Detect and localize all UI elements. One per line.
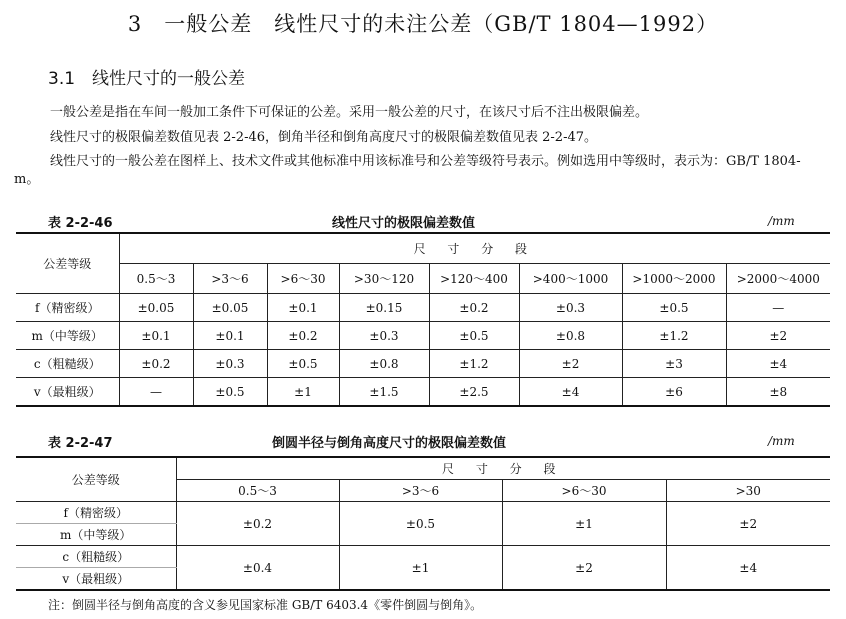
table2-grade-cell: m（中等级） [16,524,176,546]
table1-size-header: 尺 寸 分 段 [119,233,830,264]
table1-cell: ±0.1 [119,322,193,350]
table1-col-header: >6～30 [267,264,339,294]
table2 [16,456,830,591]
table1-grade-cell: f（精密级） [16,294,119,322]
paragraph: 一般公差是指在车间一般加工条件下可保证的公差。采用一般公差的尺寸，在该尺寸后不注出极限偏差。 [50,105,649,120]
table1 [16,232,830,407]
table1-cell: ±0.8 [519,322,622,350]
table1-grade-cell: c（粗糙级） [16,350,119,378]
table1-cell: ±3 [622,350,726,378]
table1-cell: ±0.2 [267,322,339,350]
table1-cell: ±0.5 [429,322,519,350]
table2-cell: ±4 [666,546,830,591]
table1-cell: ±1.2 [622,322,726,350]
table1-cell: ±0.8 [339,350,429,378]
table2-col-header: >30 [666,480,830,502]
table1-grade-cell: v（最粗级） [16,378,119,407]
table2-grade-cell: f（精密级） [16,502,176,524]
table-row [16,350,830,378]
table1-cell: ±8 [726,378,830,407]
table2-col-header: >3～6 [339,480,502,502]
table2-cell: ±0.2 [176,502,339,546]
table1-cell: ±2 [726,322,830,350]
table2-cell: ±2 [502,546,666,591]
table2-grade-header: 公差等级 [16,457,176,502]
table1-caption: 线性尺寸的极限偏差数值 [332,216,476,231]
table1-cell: ±0.3 [519,294,622,322]
table1-col-header: >30～120 [339,264,429,294]
table1-col-header: >120～400 [429,264,519,294]
table1-cell: ±0.3 [339,322,429,350]
table1-cell: ±6 [622,378,726,407]
table-note: 注：倒圆半径与倒角高度的含义参见国家标准 GB/T 6403.4《零件倒圆与倒角》。 [48,598,483,612]
paragraph: 线性尺寸的一般公差在图样上、技术文件或其他标准中用该标准号和公差等级符号表示。例如选用中等级时，表示为：GB/T 1804-m。 [14,154,801,187]
table2-cell: ±2 [666,502,830,546]
table1-col-header: >3～6 [193,264,267,294]
table1-cell: ±0.2 [429,294,519,322]
table1-cell: ±0.1 [267,294,339,322]
table1-cell: ±0.3 [193,350,267,378]
table1-col-header: >2000～4000 [726,264,830,294]
page-title: 3 一般公差 线性尺寸的未注公差（GB/T 1804—1992） [127,12,719,36]
table2-caption: 倒圆半径与倒角高度尺寸的极限偏差数值 [272,436,507,451]
table1-cell: ±1.5 [339,378,429,407]
table2-number: 表 2-2-47 [48,436,113,451]
table1-cell: ±0.1 [193,322,267,350]
table1-number: 表 2-2-46 [48,216,113,231]
table1-cell: ±0.2 [119,350,193,378]
table-row [16,294,830,322]
table2-grade-cell: c（粗糙级） [16,546,176,568]
table1-cell: ±4 [726,350,830,378]
section-title: 3.1 线性尺寸的一般公差 [48,69,246,89]
table-row [16,502,830,524]
table1-cell: ±0.5 [267,350,339,378]
table1-grade-cell: m（中等级） [16,322,119,350]
table1-cell: ±4 [519,378,622,407]
table2-cell: ±0.4 [176,546,339,591]
table1-grade-header: 公差等级 [16,233,119,294]
table-row [16,378,830,407]
table1-unit: /mm [768,214,795,228]
table2-cell: ±0.5 [339,502,502,546]
table1-col-header: 0.5～3 [119,264,193,294]
table2-size-header: 尺 寸 分 段 [176,457,830,480]
table1-cell: ±0.15 [339,294,429,322]
table1-cell: ±0.5 [622,294,726,322]
table2-col-header: 0.5～3 [176,480,339,502]
table2-unit: /mm [768,434,795,448]
table1-cell: ±1 [267,378,339,407]
table1-col-header: >1000～2000 [622,264,726,294]
table2-cell: ±1 [502,502,666,546]
table1-cell: — [726,294,830,322]
table1-cell: ±0.05 [119,294,193,322]
table2-grade-cell: v（最粗级） [16,568,176,591]
table1-cell: ±2.5 [429,378,519,407]
paragraph: 线性尺寸的极限偏差数值见表 2-2-46，倒角半径和倒角高度尺寸的极限偏差数值见表 2-2-47。 [50,130,598,145]
table-row [16,322,830,350]
table1-cell: ±2 [519,350,622,378]
table2-col-header: >6～30 [502,480,666,502]
table1-cell: ±1.2 [429,350,519,378]
table-row [16,546,830,568]
table1-cell: — [119,378,193,407]
table2-cell: ±1 [339,546,502,591]
table1-cell: ±0.5 [193,378,267,407]
table1-col-header: >400～1000 [519,264,622,294]
table1-cell: ±0.05 [193,294,267,322]
